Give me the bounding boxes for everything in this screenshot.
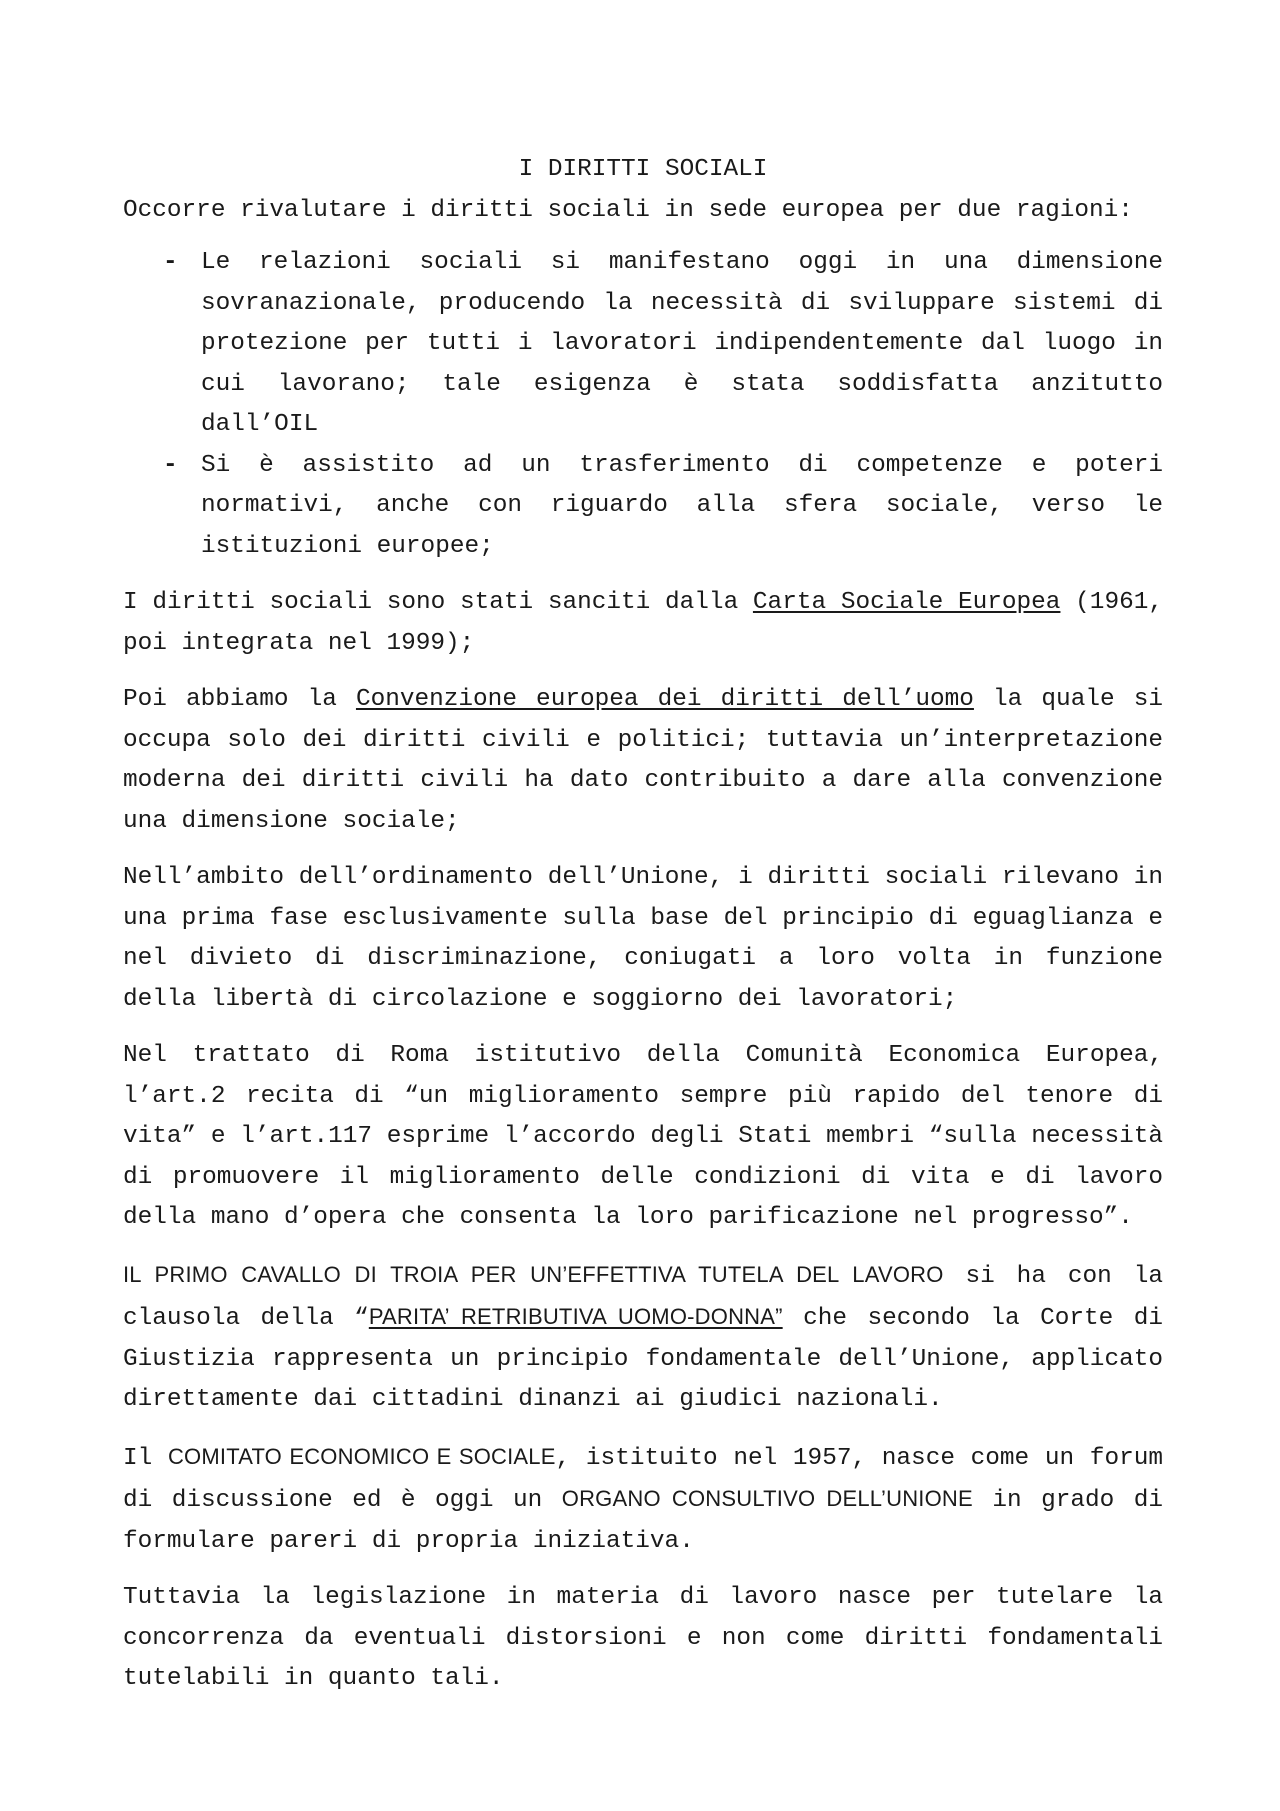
list-item-text: Si è assistito ad un trasferimento di competenze e poteri normativi, anche con riguardo alla sfera sociale, verso le istituzioni europee; (201, 451, 1163, 560)
paragraph-carta-sociale (123, 583, 1163, 664)
paragraph-comitato (123, 1437, 1163, 1563)
caps-term: ORGANO CONSULTIVO DELL’UNIONE (561, 1486, 973, 1511)
text-segment: Il (123, 1444, 168, 1472)
paragraph-trattato-roma: Nel trattato di Roma istitutivo della Comunità Economica Europea, l’art.2 recita di “un miglioramento sempre più rapido del tenore di vita” e l’art.117 esprime l’accordo degli Stati membri “sulla necessità di promuovere il miglioramento delle condizioni di vita e di lavoro della mano d’opera che consenta la loro parificazione nel progresso”. (123, 1042, 1163, 1231)
text-segment: in grado di formulare pareri di propria iniziativa. (123, 1487, 1163, 1555)
document-title: I DIRITTI SOCIALI (518, 156, 768, 183)
list-item (123, 243, 1163, 446)
text-segment: I diritti sociali sono stati sanciti dalla (123, 589, 753, 616)
list-item (123, 446, 1163, 568)
paragraph-convenzione (123, 680, 1163, 842)
text-segment: , istituito nel 1957, nasce come un forum di discussione ed è oggi un (123, 1444, 1163, 1514)
text-segment: la quale si occupa solo dei diritti civili e politici; tuttavia un’interpretazione moderna dei diritti civili ha dato contribuito a dare alla convenzione una dimensione sociale; (123, 686, 1163, 835)
text-segment: che secondo la Corte di Giustizia rappresenta un principio fondamentale dell’Unione, applicato direttamente dai cittadini dinanzi ai giudici nazionali. (123, 1305, 1163, 1413)
carta-sociale-link: Carta Sociale Europea (752, 589, 1061, 616)
convenzione-link: Convenzione europea dei diritti dell’uomo (355, 686, 974, 713)
list-item-text: Le relazioni sociali si manifestano oggi in una dimensione sovranazionale, producendo la necessità di sviluppare sistemi di protezione per tutti i lavoratori indipendentemente dal luogo in cui lavorano; tale esigenza è stata soddisfatta anzitutto dall’OIL (201, 249, 1163, 438)
paragraph-cavallo-troia (123, 1255, 1163, 1421)
document-page (123, 150, 1163, 1716)
paragraph-ordinamento: Nell’ambito dell’ordinamento dell’Unione, i diritti sociali rilevano in una prima fase esclusivamente sulla base del principio di eguaglianza e nel divieto di discriminazione, coniugati a loro volta in funzione della libertà di circolazione e soggiorno dei lavoratori; (123, 864, 1163, 1013)
reasons-list (123, 243, 1163, 567)
text-segment: (1961, poi integrata nel 1999); (123, 589, 1163, 657)
caps-heading: IL PRIMO CAVALLO DI TROIA PER UN’EFFETTIVA TUTELA DEL LAVORO (123, 1261, 944, 1287)
bullet-dash: - (163, 451, 178, 479)
text-segment: Poi abbiamo la (123, 686, 356, 713)
caps-term: COMITATO ECONOMICO E SOCIALE (167, 1443, 556, 1469)
intro-paragraph: Occorre rivalutare i diritti sociali in sede europea per due ragioni: (123, 196, 1133, 224)
parita-link: PARITA’ RETRIBUTIVA UOMO-DONNA” (368, 1304, 783, 1329)
bullet-dash: - (163, 249, 178, 276)
text-segment: si ha con la clausola della “ (123, 1262, 1164, 1332)
paragraph-legislazione: Tuttavia la legislazione in materia di lavoro nasce per tutelare la concorrenza da eventuali distorsioni e non come diritti fondamentali tutelabili in quanto tali. (123, 1584, 1163, 1692)
